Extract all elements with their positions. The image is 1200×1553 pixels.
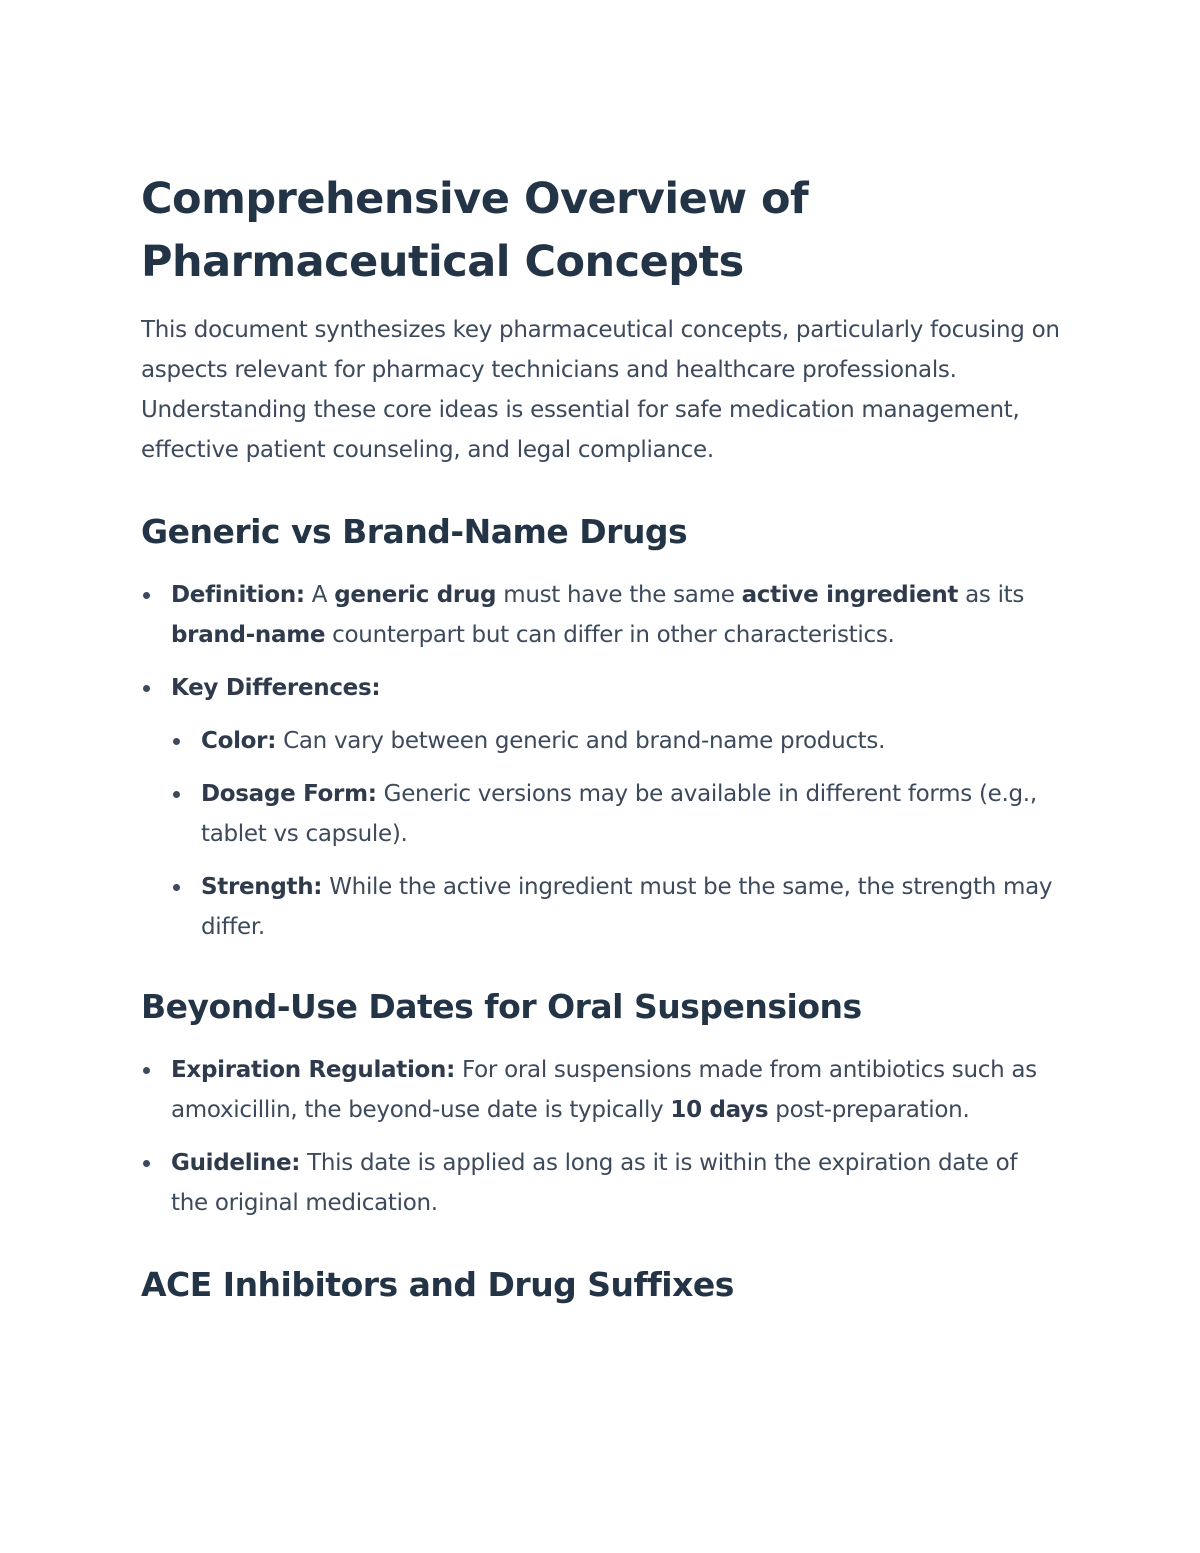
document-title: Comprehensive Overview of Pharmaceutical Concepts — [141, 174, 809, 287]
definition-text-1: A — [304, 582, 335, 608]
definition-text-4: counterpart but can differ in other characteristics. — [325, 622, 895, 648]
dosage-form-text: Generic versions may be available in different forms (e.g., tablet vs capsule). — [201, 781, 1037, 847]
section-heading-ace-inhibitors: ACE Inhibitors and Drug Suffixes — [141, 1265, 734, 1304]
guideline-text: This date is applied as long as it is within the expiration date of the original medication. — [171, 1150, 1018, 1216]
guideline-label: Guideline: — [171, 1150, 301, 1176]
expiration-text-1: For oral suspensions made from antibiotics such as amoxicillin, the beyond-use date is typically — [171, 1057, 1037, 1123]
list-item-guideline — [141, 1143, 1061, 1223]
document-page — [141, 168, 1061, 1307]
bullet-icon — [143, 685, 150, 692]
bullet-icon — [143, 592, 150, 599]
section-heading-beyond-use-dates: Beyond-Use Dates for Oral Suspensions — [141, 987, 862, 1026]
differences-list — [171, 721, 1061, 947]
list-item-dosage-form — [171, 774, 1061, 854]
strength-label: Strength: — [201, 874, 323, 900]
section-heading-generic: Generic vs Brand-Name Drugs — [141, 512, 688, 551]
strength-text: While the active ingredient must be the same, the strength may differ. — [201, 874, 1053, 940]
list-item-key-differences — [141, 668, 1061, 947]
bud-list — [141, 1050, 1061, 1223]
bullet-icon — [143, 1160, 150, 1167]
intro-paragraph: This document synthesizes key pharmaceutical concepts, particularly focusing on aspects relevant for pharmacy technicians and healthcare professionals. Understanding these core ideas is essential for safe medication management, effective patient counseling, and legal compliance. — [141, 317, 1060, 463]
list-item-expiration-regulation — [141, 1050, 1061, 1130]
expiration-text-2: post-preparation. — [768, 1097, 970, 1123]
list-item-definition — [141, 575, 1061, 655]
bullet-icon — [173, 738, 180, 745]
definition-label: Definition: — [171, 582, 305, 608]
brand-name-term: brand-name — [171, 622, 326, 648]
bullet-icon — [173, 884, 180, 891]
generic-drug-term: generic drug — [334, 582, 497, 608]
bullet-icon — [173, 791, 180, 798]
definition-text-2: must have the same — [496, 582, 742, 608]
color-text: Can vary between generic and brand-name products. — [276, 728, 886, 754]
bullet-icon — [143, 1067, 150, 1074]
dosage-form-label: Dosage Form: — [201, 781, 377, 807]
definition-text-3: as its — [958, 582, 1025, 608]
generic-list — [141, 575, 1061, 947]
list-item-color — [171, 721, 1061, 761]
ten-days-term: 10 days — [670, 1097, 769, 1123]
list-item-strength — [171, 867, 1061, 947]
active-ingredient-term: active ingredient — [741, 582, 959, 608]
color-label: Color: — [201, 728, 277, 754]
expiration-label: Expiration Regulation: — [171, 1057, 456, 1083]
key-differences-label: Key Differences: — [171, 675, 381, 701]
